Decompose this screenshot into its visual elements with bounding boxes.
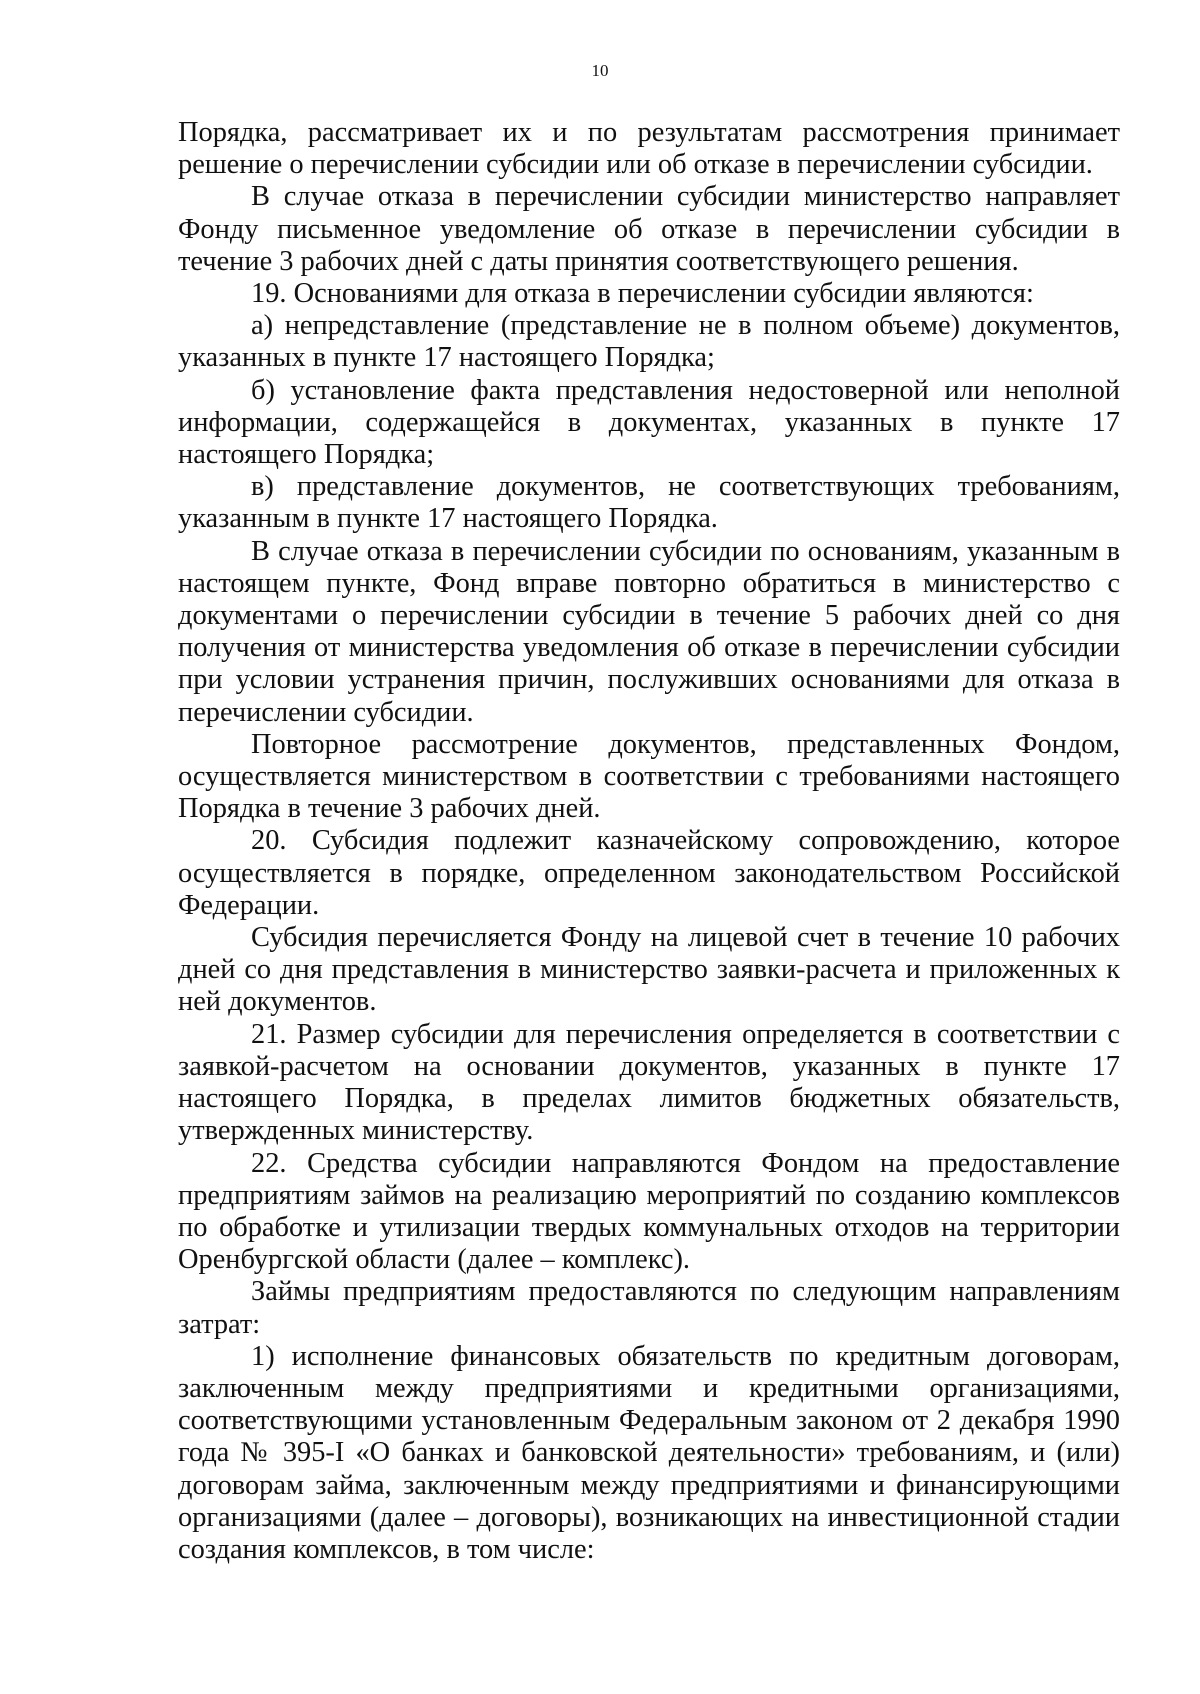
paragraph: Повторное рассмотрение документов, представленных Фондом, осуществляется министерством в соответствии с требованиями настоящего Порядка в течение 3 рабочих дней. xyxy=(178,728,1120,825)
paragraph: 21. Размер субсидии для перечисления определяется в соответствии с заявкой-расчетом на основании документов, указанных в пункте 17 настоящего Порядка, в пределах лимитов бюджетных обязательств, утвержденных министерству. xyxy=(178,1018,1120,1147)
paragraph: Займы предприятиям предоставляются по следующим направлениям затрат: xyxy=(178,1276,1120,1340)
paragraph: б) установление факта представления недостоверной или неполной информации, содержащейся в документах, указанных в пункте 17 настоящего Порядка; xyxy=(178,374,1120,471)
paragraph: в) представление документов, не соответствующих требованиям, указанным в пункте 17 настоящего Порядка. xyxy=(178,471,1120,535)
document-body xyxy=(178,117,1120,1566)
paragraph: В случае отказа в перечислении субсидии министерство направляет Фонду письменное уведомление об отказе в перечислении субсидии в течение 3 рабочих дней с даты принятия соответствующего решения. xyxy=(178,181,1120,277)
paragraph: 1) исполнение финансовых обязательств по кредитным договорам, заключенным между предприятиями и кредитными организациями, соответствующими установленным Федеральным законом от 2 декабря 1990 года № 395-I «О банках и банковской деятельности» требованиям, и (или) договорам займа, заключенным между предприятиями и финансирующими организациями (далее – договоры), возникающих на инвестиционной стадии создания комплексов, в том числе: xyxy=(178,1340,1120,1565)
paragraph: 19. Основаниями для отказа в перечислении субсидии являются: xyxy=(251,278,1034,310)
page-number: 10 xyxy=(591,61,609,80)
paragraph: а) непредставление (представление не в полном объеме) документов, указанных в пункте 17 настоящего Порядка; xyxy=(178,310,1120,374)
paragraph: Субсидия перечисляется Фонду на лицевой счет в течение 10 рабочих дней со дня представления в министерство заявки-расчета и приложенных к ней документов. xyxy=(178,922,1120,1018)
paragraph: Порядка, рассматривает их и по результатам рассмотрения принимает решение о перечислении субсидии или об отказе в перечислении субсидии. xyxy=(178,117,1120,181)
paragraph: 22. Средства субсидии направляются Фондом на предоставление предприятиям займов на реализацию мероприятий по созданию комплексов по обработке и утилизации твердых коммунальных отходов на территории Оренбургской области (далее – комплекс). xyxy=(178,1147,1120,1276)
paragraph: 20. Субсидия подлежит казначейскому сопровождению, которое осуществляется в порядке, определенном законодательством Российской Федерации. xyxy=(178,825,1120,921)
paragraph: В случае отказа в перечислении субсидии по основаниям, указанным в настоящем пункте, Фонд вправе повторно обратиться в министерство с документами о перечислении субсидии в течение 5 рабочих дней со дня получения от министерства уведомления об отказе в перечислении субсидии при условии устранения причин, послуживших основаниями для отказа в перечислении субсидии. xyxy=(178,535,1120,728)
